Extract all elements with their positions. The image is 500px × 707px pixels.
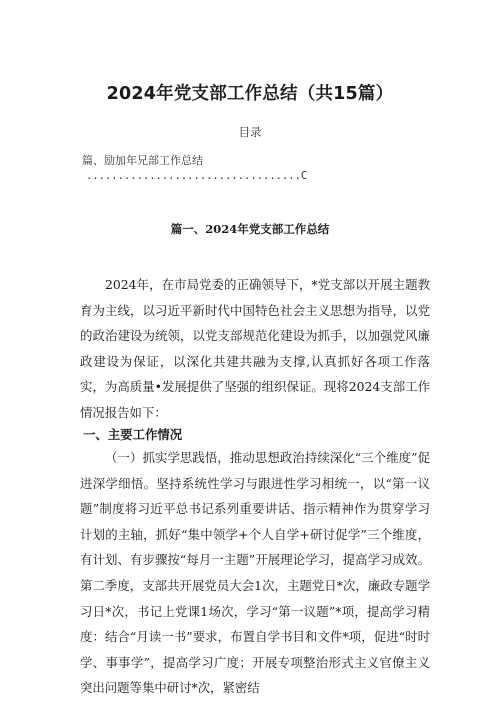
toc-entry-leader: ..................................C bbox=[86, 170, 308, 182]
intro-paragraph: 2024年，在市局党委的正确领导下，*党支部以开展主题教育为主线，以习近平新时代中国特色社会主义思想为指导，以党的政治建设为统领，以党支部规范化建设为抓手，以加强党风廉政建设为保证，以深化共建共融为支撑,认真抓好各项工作落实，为高质量•发展提供了坚强的组织保证。现将2024支部工作情况报告如下： bbox=[80, 277, 430, 420]
toc-heading: 目录 bbox=[238, 125, 262, 139]
work-paragraph: （一）抓实学思践悟，推动思想政治持续深化“三个维度”促进深学细悟。坚持系统性学习与跟进性学习相统一，以“第一议题”制度将习近平总书记系列重要讲话、指示精神作为贯穿学习计划的主轴，抓好“集中领学+个人自学+研讨促学”三个维度，有计划、有步骤按“每月一主题”开展理论学习，提高学习成效。第二季度，支部共开展党员大会1次，主题党日*次，廉政专题学习日*次，书记上党课1场次，学习“第一议题”*项，提高学习精度：结合“月读一书”要求，布置自学书目和文件*项，促进“时时学、事事学”，提高学习广度；开展专项整治形式主义官僚主义突出问题等集中研讨*次，紧密结 bbox=[80, 450, 430, 696]
subheading-main-work: 一、主要工作情况 bbox=[83, 427, 183, 442]
section-title: 篇一、2024年党支部工作总结 bbox=[170, 222, 330, 236]
toc-entry-label[interactable]: 篇、励加年兄部工作总结 bbox=[82, 154, 203, 167]
document-title: 2024年党支部工作总结（共15篇） bbox=[106, 84, 394, 104]
